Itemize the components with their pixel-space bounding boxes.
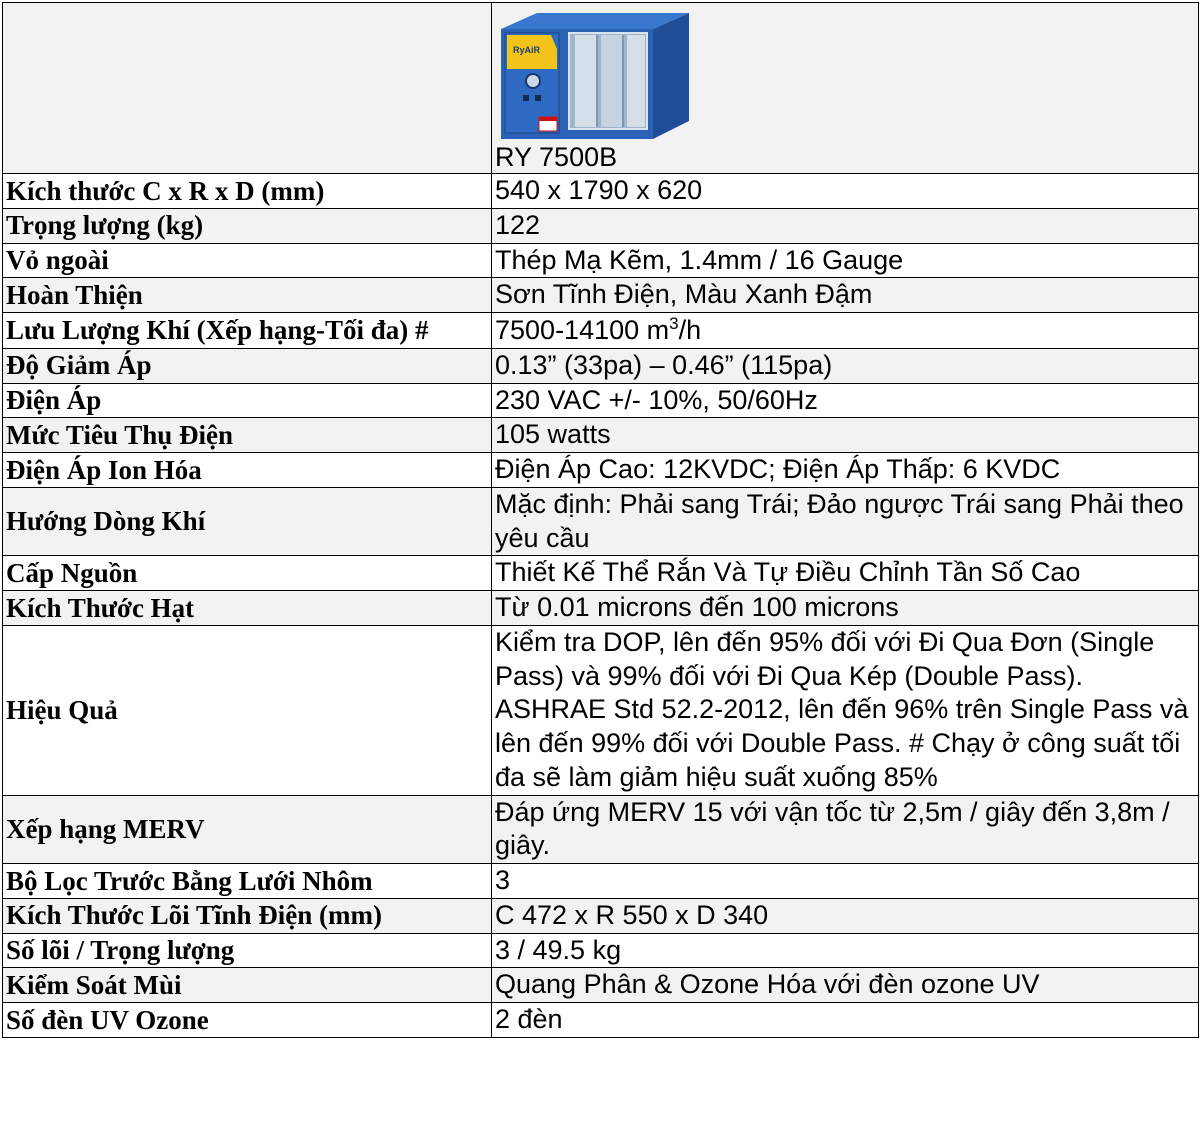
spec-value — [492, 313, 1199, 349]
spec-row — [3, 243, 1199, 278]
spec-value: Sơn Tĩnh Điện, Màu Xanh Đậm — [492, 278, 1199, 313]
spec-row — [3, 418, 1199, 453]
spec-row — [3, 625, 1199, 795]
spec-row — [3, 383, 1199, 418]
model-name: RY 7500B — [495, 142, 618, 173]
logo-text: RyAiR — [513, 45, 541, 56]
spec-value: Thiết Kế Thể Rắn Và Tự Điều Chỉnh Tần Số Cao — [492, 556, 1199, 591]
spec-label: Cấp Nguồn — [3, 556, 492, 591]
spec-value: 105 watts — [492, 418, 1199, 453]
spec-label: Điện Áp — [3, 383, 492, 418]
spec-row — [3, 933, 1199, 968]
empty-header-cell — [3, 3, 492, 174]
spec-value: 230 VAC +/- 10%, 50/60Hz — [492, 383, 1199, 418]
spec-row — [3, 591, 1199, 626]
spec-row — [3, 968, 1199, 1003]
spec-value: Kiểm tra DOP, lên đến 95% đối với Đi Qua Đơn (Single Pass) và 99% đối với Đi Qua Kép (Double Pass). ASHRAE Std 52.2-2012, lên đến 96% trên Single Pass và lên đến 99% đối với Double Pass. # Chạy ở công suất tối đa sẽ làm giảm hiệu suất xuống 85% — [492, 625, 1199, 795]
spec-value: Quang Phân & Ozone Hóa với đèn ozone UV — [492, 968, 1199, 1003]
spec-row — [3, 898, 1199, 933]
spec-value: 3 / 49.5 kg — [492, 933, 1199, 968]
spec-label: Số đèn UV Ozone — [3, 1003, 492, 1038]
spec-value: 2 đèn — [492, 1003, 1199, 1038]
spec-row — [3, 864, 1199, 899]
spec-label: Hướng Dòng Khí — [3, 487, 492, 556]
spec-table — [2, 2, 1199, 1038]
product-cell — [492, 3, 1199, 174]
spec-value: 0.13” (33pa) – 0.46” (115pa) — [492, 348, 1199, 383]
spec-row — [3, 453, 1199, 488]
spec-label: Kích Thước Lõi Tĩnh Điện (mm) — [3, 898, 492, 933]
spec-value: Thép Mạ Kẽm, 1.4mm / 16 Gauge — [492, 243, 1199, 278]
header-row — [3, 3, 1199, 174]
spec-row — [3, 313, 1199, 349]
spec-label: Trọng lượng (kg) — [3, 208, 492, 243]
spec-label: Số lõi / Trọng lượng — [3, 933, 492, 968]
spec-value-suffix: /h — [678, 315, 702, 345]
spec-value-text: 7500-14100 m — [495, 315, 670, 345]
spec-value: 122 — [492, 208, 1199, 243]
spec-value: Mặc định: Phải sang Trái; Đảo ngược Trái sang Phải theo yêu cầu — [492, 487, 1199, 556]
spec-row — [3, 208, 1199, 243]
spec-value: Điện Áp Cao: 12KVDC; Điện Áp Thấp: 6 KVDC — [492, 453, 1199, 488]
spec-label: Kích Thước Hạt — [3, 591, 492, 626]
spec-row — [3, 1003, 1199, 1038]
spec-row — [3, 174, 1199, 209]
spec-value: C 472 x R 550 x D 340 — [492, 898, 1199, 933]
spec-label: Vỏ ngoài — [3, 243, 492, 278]
spec-label: Kiểm Soát Mùi — [3, 968, 492, 1003]
spec-row — [3, 556, 1199, 591]
spec-value: Đáp ứng MERV 15 với vận tốc từ 2,5m / giây đến 3,8m / giây. — [492, 795, 1199, 864]
spec-label: Hiệu Quả — [3, 625, 492, 795]
spec-label: Kích thước C x R x D (mm) — [3, 174, 492, 209]
spec-label: Hoàn Thiện — [3, 278, 492, 313]
spec-value: Từ 0.01 microns đến 100 microns — [492, 591, 1199, 626]
spec-value: 3 — [492, 864, 1199, 899]
spec-label: Lưu Lượng Khí (Xếp hạng-Tối đa) # — [3, 313, 492, 349]
spec-row — [3, 278, 1199, 313]
spec-label: Mức Tiêu Thụ Điện — [3, 418, 492, 453]
spec-value-superscript: 3 — [669, 314, 679, 333]
spec-label: Điện Áp Ion Hóa — [3, 453, 492, 488]
spec-label: Xếp hạng MERV — [3, 795, 492, 864]
spec-row — [3, 487, 1199, 556]
spec-label: Bộ Lọc Trước Bằng Lưới Nhôm — [3, 864, 492, 899]
spec-row — [3, 348, 1199, 383]
spec-row — [3, 795, 1199, 864]
spec-label: Độ Giảm Áp — [3, 348, 492, 383]
spec-value: 540 x 1790 x 620 — [492, 174, 1199, 209]
product-image — [495, 9, 695, 141]
spec-rows — [3, 174, 1199, 1038]
